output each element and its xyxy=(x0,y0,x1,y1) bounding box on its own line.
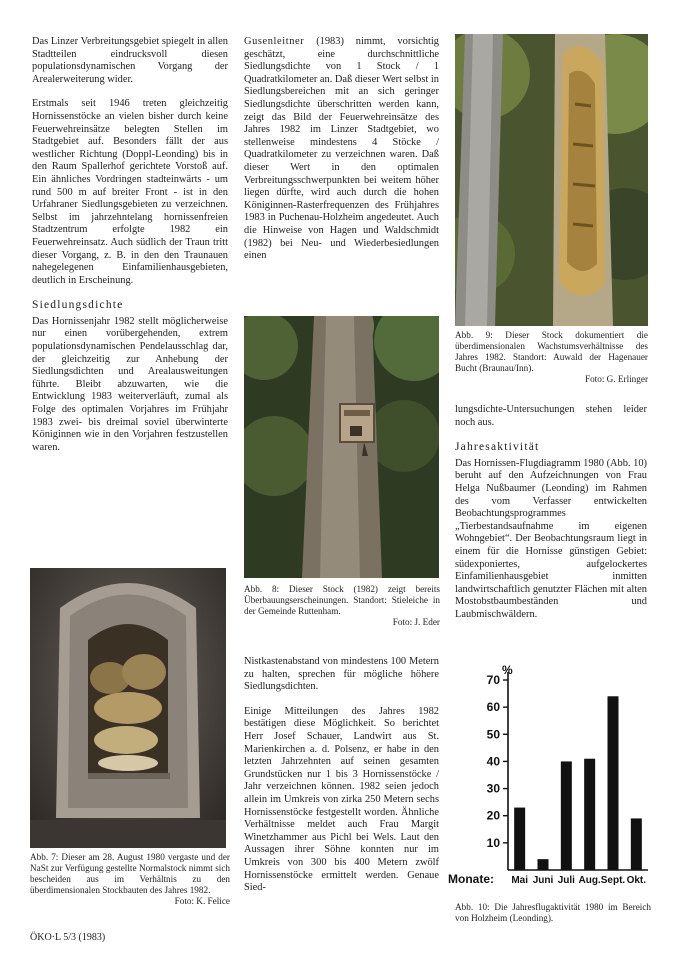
author-name: Gusenleitner xyxy=(244,36,305,47)
x-axis-label: Monate: xyxy=(448,872,494,886)
paragraph xyxy=(244,36,439,263)
figure-caption-abb7 xyxy=(30,852,230,907)
photo-oak-tree-nest xyxy=(244,316,439,578)
x-tick-label: Aug. xyxy=(578,875,601,886)
photo-credit: Foto: G. Erlinger xyxy=(584,374,648,384)
y-tick-label: 50 xyxy=(486,727,500,742)
chart-flight-activity xyxy=(446,660,652,900)
paragraph: Nistkastenabstand von mindestens 100 Metern zu halten, sprechen für mögliche höhere Siedlungsdichten. xyxy=(244,656,439,693)
caption-text: Abb. 9: Dieser Stock dokumentiert die überdimensionalen Wachstumsverhältnisse des Jahres 1982. Standort: Auwald der Hagenauer Bucht (Braunau/Inn). xyxy=(455,330,648,373)
y-tick-label: 30 xyxy=(486,781,500,796)
bar-juni xyxy=(538,859,549,870)
x-tick-label: Juli xyxy=(557,875,575,886)
paragraph: Das Hornissen-Flugdiagramm 1980 (Abb. 10) beruht auf den Aufzeichnungen von Frau Helga Nußbaumer (Leonding) im Rahmen des vom Verfasser entwickelten Beobachtungsprogrammes „Tierbestandsaufnahme im eigenen Wohngebiet“. Der Beobachtungsraum liegt in einem für die Hornisse günstigen Gebiet: südexponiertes, aufgelockertes Einfamilienhausgebiet inmitten landwirtschaftlich genutzter Flächen mit alten Mostobstbaumbeständen und Laubmischwäldern. xyxy=(455,457,647,620)
x-tick-label: Mai xyxy=(511,875,529,886)
bar-aug xyxy=(584,759,595,870)
section-heading-jahresaktivitaet: Jahresaktivität xyxy=(455,441,540,454)
x-tick-label: Okt. xyxy=(626,875,647,886)
chart-svg xyxy=(446,660,652,900)
paragraph: Erstmals seit 1946 treten gleichzeitig Hornissenstöcke an vielen bisher durch keine Feuerwehreinsätze belegten Stellen im Stadtgebiet auf. Besonders fällt der aus westlicher Richtung (Doppl-Leonding) bis in den Raum Spallerhof gerichtete Vorstoß auf. Ein ähnliches Vordringen stadteinwärts - um rund 500 m auf breiter Front - ist in den Urfahraner Siedlungsgebieten zu verzeichnen. Selbst im jahrzehntelang hornissenfreien Stadtzentrum erfolgte 1982 ein Feuerwehreinsatz. Auch südlich der Traun tritt dieser Vorgang, z. B. in den den Traunauen nahegelegenen Einfamilienhausgebieten, deutlich in Erscheinung. xyxy=(32,98,228,286)
text-column-1 xyxy=(32,36,228,466)
page-footer: ÖKO·L 5/3 (1983) xyxy=(30,932,106,943)
paragraph: Das Linzer Verbreitungsgebiet spiegelt in allen Stadtteilen eindrucksvoll diesen populationsdynamischen Vorgang der Arealerweiterung wider. xyxy=(32,36,228,85)
caption-text: Abb. 7: Dieser am 28. August 1980 vergaste und der NaSt zur Verfügung gestellte Normalstock nimmt sich bescheiden aus im Verhältnis zu den überdimensionalen Stockbauten des Jahres 1982. xyxy=(30,852,230,895)
y-tick-label: 70 xyxy=(486,673,500,687)
section-heading-siedlungsdichte: Siedlungsdichte xyxy=(32,299,124,312)
y-tick-label: 20 xyxy=(486,808,500,823)
paragraph: Das Hornissenjahr 1982 stellt möglicherweise nur einen vorübergehenden, extrem populationsdynamischen Pendelausschlag dar, der gleichzeitig zur Anhebung der Siedlungsdichten und Arealausweitungen führte. Bleibt abzuwarten, wie die Entwicklung 1983 weiterverläuft, zumal als Folge des optimalen Vorjahres im Frühjahr 1983 zwei- bis dreimal soviel überwinterte Königinnen wie in den Vorjahren festzustellen waren. xyxy=(32,315,228,453)
bar-juli xyxy=(561,761,572,870)
paragraph: Einige Mitteilungen des Jahres 1982 bestätigen diese Möglichkeit. So berichtet Herr Josef Schauer, Landwirt aus St. Marienkirchen a. d. Polsenz, er habe in den letzten Jahrzehnten auf seinen gesamten Grundstücken nur 1 bis 3 Hornissenstöcke / Jahr verzeichnen können. 1982 seien jedoch allein im Umkreis von zirka 250 Metern sechs Hornissenstöcke festgestellt worden. Ähnliche Verhältnisse meldet auch Frau Margit Winetzhammer aus Pichl bei Wels. Laut den Aussagen ihrer Söhne konnten nur im Umkreis von 300 bis 400 Metern zwölf Hornissenstöcke ermittelt werden. Genaue Sied- xyxy=(244,705,439,894)
figure-caption-abb9 xyxy=(455,330,648,385)
y-tick-label: 10 xyxy=(486,835,500,850)
x-tick-label: Sept. xyxy=(600,875,626,886)
caption-text: Abb. 8: Dieser Stock (1982) zeigt bereits Überbauungserscheinungen. Standort: Stieleiche in der Gemeinde Ruttenham. xyxy=(244,584,440,616)
photo-large-nest-in-tree xyxy=(455,34,648,326)
caption-text: Abb. 10: Die Jahresflugaktivität 1980 im Bereich von Holzheim (Leonding). xyxy=(455,902,651,923)
bar-okt xyxy=(631,818,642,870)
text-column-2-top xyxy=(244,36,439,263)
figure-caption-abb8 xyxy=(244,584,440,628)
photo-credit: Foto: J. Eder xyxy=(392,617,440,627)
paragraph: lungsdichte-Untersuchungen stehen leider noch aus. xyxy=(455,404,647,428)
x-tick-label: Juni xyxy=(532,875,554,886)
text-column-3 xyxy=(455,404,647,634)
bar-mai xyxy=(514,808,525,870)
photo-credit: Foto: K. Felice xyxy=(174,896,230,906)
y-tick-label: 40 xyxy=(486,754,500,769)
y-tick-label: 60 xyxy=(486,700,500,715)
figure-caption-abb10 xyxy=(455,902,651,924)
paragraph-text: (1983) nimmt, vorsichtig geschätzt, eine durchschnittliche Siedlungsdichte von 1 Stock / 1 Quadratkilometer an. Daß dieser Wert selbst in Siedlungsbereichen mit an sich geringer Siedlungsdichte überschritten werden kann, zeigt das Bild der Feuerwehreinsätze des Jahres 1982 im Linzer Stadtgebiet, wo stellenweise mindestens 4 Stöcke / Quadratkilometer zu verzeichnen waren. Daß dieser Wert in den optimalen Verbreitungsschwerpunkten bei weitem höher liegen dürfte, wird auch durch die hohen Königinnen-Rasterfrequenzen des Frühjahres 1983 in Puchenau-Holzheim angedeutet. Auch die Hinweise von Hagen und Waldschmidt (1982) bei Neu- und Wiederbesiedlungen einen xyxy=(244,36,439,262)
bar-sept xyxy=(608,696,619,870)
text-column-2-bottom xyxy=(244,656,439,907)
photo-hornet-nest-box xyxy=(30,568,226,848)
y-axis-unit-label: % xyxy=(502,663,513,677)
